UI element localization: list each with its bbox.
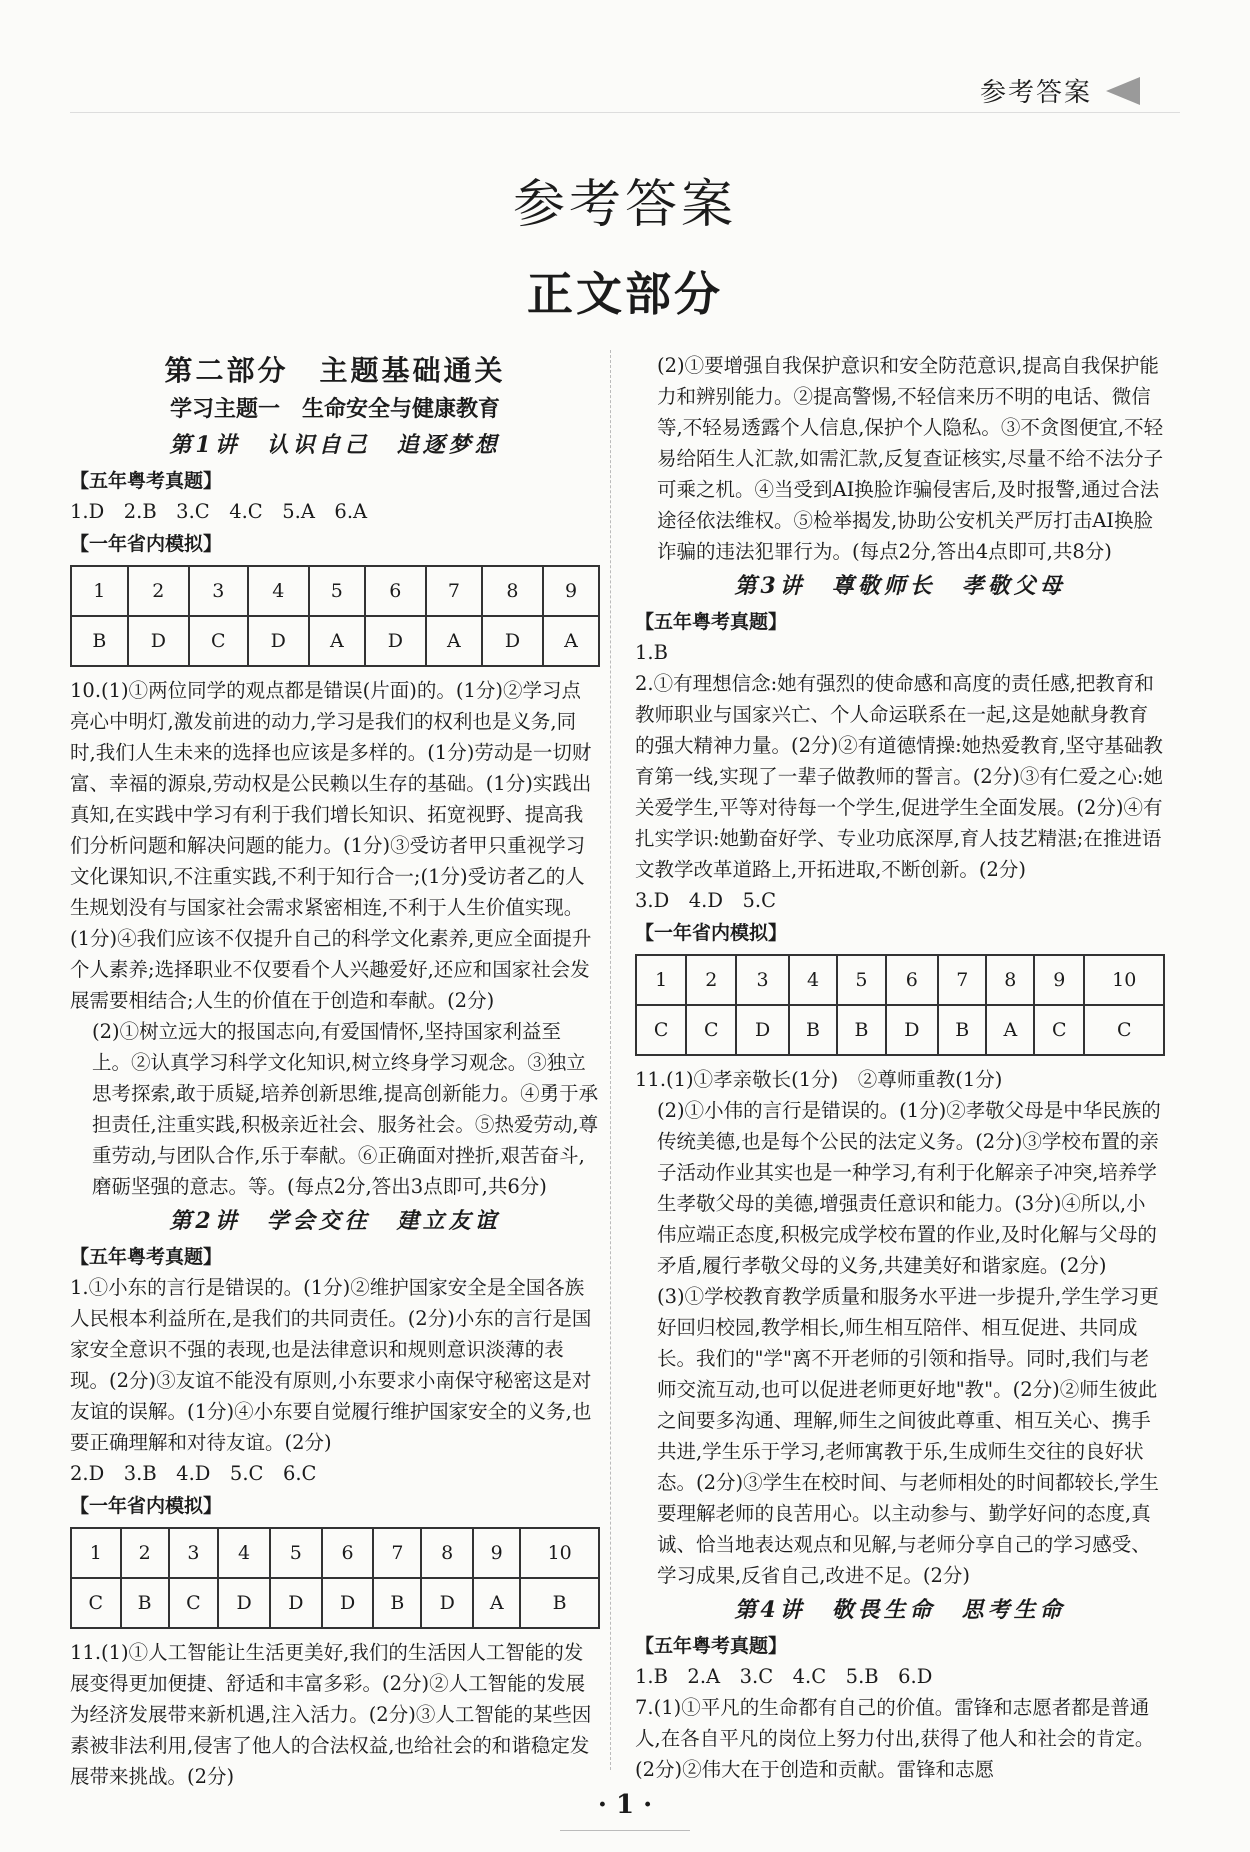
tag-one-year: 【一年省内模拟】 (635, 922, 788, 944)
tag-five-year: 【五年粤考真题】 (70, 470, 223, 492)
table-cell: C (1084, 1005, 1164, 1055)
table-cell: C (169, 1578, 219, 1628)
table-cell: 9 (543, 566, 599, 616)
table-row-nums (636, 955, 1164, 1005)
lecture-1-heading: 第1讲 认识自己 追逐梦想 (169, 432, 501, 458)
answers-5y-l1: 1.D 2.B 3.C 4.C 5.A 6.A (70, 500, 368, 523)
table-cell: 7 (426, 566, 482, 616)
tag-one-year: 【一年省内模拟】 (70, 533, 223, 555)
table-cell: 6 (365, 566, 426, 616)
triangle-arrow-icon (1106, 77, 1140, 105)
table-cell: B (121, 1578, 169, 1628)
table-row-answers (636, 1005, 1164, 1055)
q10-part2: (2)①树立远大的报国志向,有爱国情怀,坚持国家利益至上。②认真学习科学文化知识,树立终身学习观念。③独立思考探索,敢于质疑,培养创新思维,提高创新能力。④勇于承担责任,注重实践,积极亲近社会、服务社会。⑤热爱劳动,尊重劳动,与团队合作,乐于奉献。⑥正确面对挫折,艰苦奋斗,磨砺坚强的意志。等。(每点2分,答出3点即可,共6分) (92, 1020, 599, 1198)
table-cell: 4 (218, 1528, 270, 1578)
l2-q11: 11.(1)①人工智能让生活更美好,我们的生活因人工智能的发展变得更加便捷、舒适和丰富多彩。(2分)②人工智能的发展为经济发展带来新机遇,注入活力。(2分)③人工智能的某些因素被非法利用,侵害了他人的合法权益,也给社会的和谐稳定发展带来挑战。(2分) (70, 1641, 592, 1788)
page-number: · 1 · (597, 1790, 653, 1820)
l3-q11-part2: (2)①小伟的言行是错误的。(1分)②孝敬父母是中华民族的传统美德,也是每个公民的法定义务。(2分)③学校布置的亲子活动作业其实也是一种学习,有利于化解亲子冲突,培养学生孝敬父母的美德,增强责任意识和能力。(3分)④所以,小伟应端正态度,积极完成学校布置的作业,及时化解与父母的矛盾,履行孝敬父母的义务,共建美好和谐家庭。(2分) (657, 1099, 1161, 1277)
table-cell: 2 (128, 566, 189, 616)
part-title: 第二部分 主题基础通关 (164, 354, 506, 387)
table-cell: 8 (482, 566, 543, 616)
table-cell: 1 (636, 955, 686, 1005)
table-cell: D (248, 616, 309, 666)
page-number-rule (560, 1830, 690, 1831)
table-cell: 7 (938, 955, 986, 1005)
table-row-answers (71, 616, 599, 666)
table-cell: A (473, 1578, 520, 1628)
table-cell: D (128, 616, 189, 666)
table-cell: B (520, 1578, 599, 1628)
l3-q11-part3: (3)①学校教育教学质量和服务水平进一步提升,学生学习更好回归校园,教学相长,师生相互陪伴、相互促进、共同成长。我们的"学"离不开老师的引领和指导。同时,我们与老师交流互动,也可以促进老师更好地"教"。(2分)②师生彼此之间要多沟通、理解,师生之间彼此尊重、相互关心、携手共进,学生乐于学习,老师寓教于乐,生成师生交往的良好状态。(2分)③学生在校时间、与老师相处的时间都较长,学生要理解老师的良苦用心。以主动参与、勤学好问的态度,真诚、恰当地表达观点和见解,与老师分享自己的学习感受、学习成果,反省自己,改进不足。(2分) (657, 1285, 1159, 1587)
table-cell: 1 (71, 1528, 121, 1578)
table-row-nums (71, 566, 599, 616)
table-cell: C (686, 1005, 736, 1055)
header-section-tag (980, 72, 1140, 109)
answers-5y-l2: 2.D 3.B 4.D 5.C 6.C (70, 1462, 317, 1485)
table-cell: C (71, 1578, 121, 1628)
l3-q11-part1: 11.(1)①孝亲敬长(1分) ②尊师重教(1分) (635, 1068, 1003, 1091)
table-cell: A (543, 616, 599, 666)
table-cell: B (373, 1578, 421, 1628)
table-cell: 6 (886, 955, 938, 1005)
table-cell: 5 (309, 566, 365, 616)
answers-5y-l3: 3.D 4.D 5.C (635, 889, 777, 912)
answers-5y-l4: 1.B 2.A 3.C 4.C 5.B 6.D (635, 1665, 933, 1688)
table-cell: 2 (686, 955, 736, 1005)
table-cell: D (482, 616, 543, 666)
table-cell: 8 (421, 1528, 473, 1578)
l2-q1: 1.①小东的言行是错误的。(1分)②维护国家安全是全国各族人民根本利益所在,是我们的共同责任。(2分)小东的言行是国家安全意识不强的表现,也是法律意识和规则意识淡薄的表现。(2分)③友谊不能没有原则,小东要求小南保守秘密这是对友谊的误解。(1分)④小东要自觉履行维护国家安全的义务,也要正确理解和对待友谊。(2分) (70, 1276, 592, 1454)
table-cell: D (365, 616, 426, 666)
header-label: 参考答案 (979, 78, 1092, 108)
l3-q1: 1.B (635, 641, 668, 664)
table-cell: C (189, 616, 248, 666)
table-cell: 9 (1034, 955, 1084, 1005)
table-cell: B (938, 1005, 986, 1055)
table-cell: 9 (473, 1528, 520, 1578)
left-column (70, 350, 600, 1792)
table-row-answers (71, 1578, 599, 1628)
lecture-3-heading: 第3讲 尊敬师长 孝敬父母 (734, 573, 1066, 599)
table-cell: 3 (169, 1528, 219, 1578)
table-cell: 10 (1084, 955, 1164, 1005)
lecture-2-heading: 第2讲 学会交往 建立友谊 (169, 1208, 501, 1234)
lecture-4-heading: 第4讲 敬畏生命 思考生命 (734, 1597, 1066, 1623)
table-cell: D (270, 1578, 322, 1628)
tag-one-year: 【一年省内模拟】 (70, 1495, 223, 1517)
table-cell: B (789, 1005, 837, 1055)
table-cell: 5 (837, 955, 885, 1005)
table-cell: A (309, 616, 365, 666)
q10-part1: 10.(1)①两位同学的观点都是错误(片面)的。(1分)②学习点亮心中明灯,激发前进的动力,学习是我们的权利也是义务,同时,我们人生未来的选择也应该是多样的。(1分)劳动是一切财富、幸福的源泉,劳动权是公民赖以生存的基础。(1分)实践出真知,在实践中学习有利于我们增长知识、拓宽视野、提高我们分析问题和解决问题的能力。(1分)③受访者甲只重视学习文化课知识,不注重实践,不利于知行合一;(1分)受访者乙的人生规划没有与国家社会需求紧密相连,不利于人生价值实现。(1分)④我们应该不仅提升自己的科学文化素养,更应全面提升个人素养;选择职业不仅要看个人兴趣爱好,还应和国家社会发展需要相结合;人生的价值在于创造和奉献。(2分) (70, 679, 592, 1012)
page-subtitle: 正文部分 (527, 267, 723, 321)
table-cell: C (636, 1005, 686, 1055)
table-cell: 8 (986, 955, 1034, 1005)
header-rule (70, 112, 1180, 113)
tag-five-year: 【五年粤考真题】 (70, 1246, 223, 1268)
table-cell: C (1034, 1005, 1084, 1055)
q11-part2-continued: (2)①要增强自我保护意识和安全防范意识,提高自我保护能力和辨别能力。②提高警惕,不轻信来历不明的电话、微信等,不轻易透露个人信息,保护个人隐私。③不贪图便宜,不轻易给陌生人汇款,如需汇款,反复查证核实,尽量不给不法分子可乘之机。④当受到AI换脸诈骗侵害后,及时报警,通过合法途径依法维权。⑤检举揭发,协助公安机关严厉打击AI换脸诈骗的违法犯罪行为。(每点2分,答出4点即可,共8分) (657, 354, 1164, 563)
table-cell: A (986, 1005, 1034, 1055)
table-cell: 4 (248, 566, 309, 616)
table-cell: B (71, 616, 128, 666)
answer-table-l3 (635, 954, 1165, 1056)
table-cell: D (886, 1005, 938, 1055)
answer-table-l2 (70, 1527, 600, 1629)
table-cell: 6 (322, 1528, 374, 1578)
table-cell: 2 (121, 1528, 169, 1578)
right-column (635, 350, 1165, 1785)
table-cell: D (736, 1005, 788, 1055)
table-cell: 1 (71, 566, 128, 616)
topic-title: 学习主题一 生命安全与健康教育 (169, 396, 500, 422)
table-cell: 3 (189, 566, 248, 616)
answer-table-l1 (70, 565, 600, 667)
table-cell: D (421, 1578, 473, 1628)
page-title: 参考答案 (512, 175, 737, 235)
l3-q2: 2.①有理想信念:她有强烈的使命感和高度的责任感,把教育和教师职业与国家兴亡、个人命运联系在一起,这是她献身教育的强大精神力量。(2分)②有道德情操:她热爱教育,坚守基础教育第一线,实现了一辈子做教师的誓言。(2分)③有仁爱之心:她关爱学生,平等对待每一个学生,促进学生全面发展。(2分)④有扎实学识:她勤奋好学、专业功底深厚,育人技艺精湛;在推进语文教学改革道路上,开拓进取,不断创新。(2分) (635, 672, 1163, 881)
table-cell: 3 (736, 955, 788, 1005)
table-cell: 5 (270, 1528, 322, 1578)
table-cell: D (218, 1578, 270, 1628)
table-row-nums (71, 1528, 599, 1578)
table-cell: B (837, 1005, 885, 1055)
table-cell: D (322, 1578, 374, 1628)
column-divider (610, 350, 611, 1770)
tag-five-year: 【五年粤考真题】 (635, 611, 788, 633)
table-cell: 7 (373, 1528, 421, 1578)
table-cell: 4 (789, 955, 837, 1005)
tag-five-year: 【五年粤考真题】 (635, 1635, 788, 1657)
table-cell: 10 (520, 1528, 599, 1578)
l4-q7: 7.(1)①平凡的生命都有自己的价值。雷锋和志愿者都是普通人,在各自平凡的岗位上努力付出,获得了他人和社会的肯定。(2分)②伟大在于创造和贡献。雷锋和志愿 (635, 1696, 1155, 1781)
table-cell: A (426, 616, 482, 666)
